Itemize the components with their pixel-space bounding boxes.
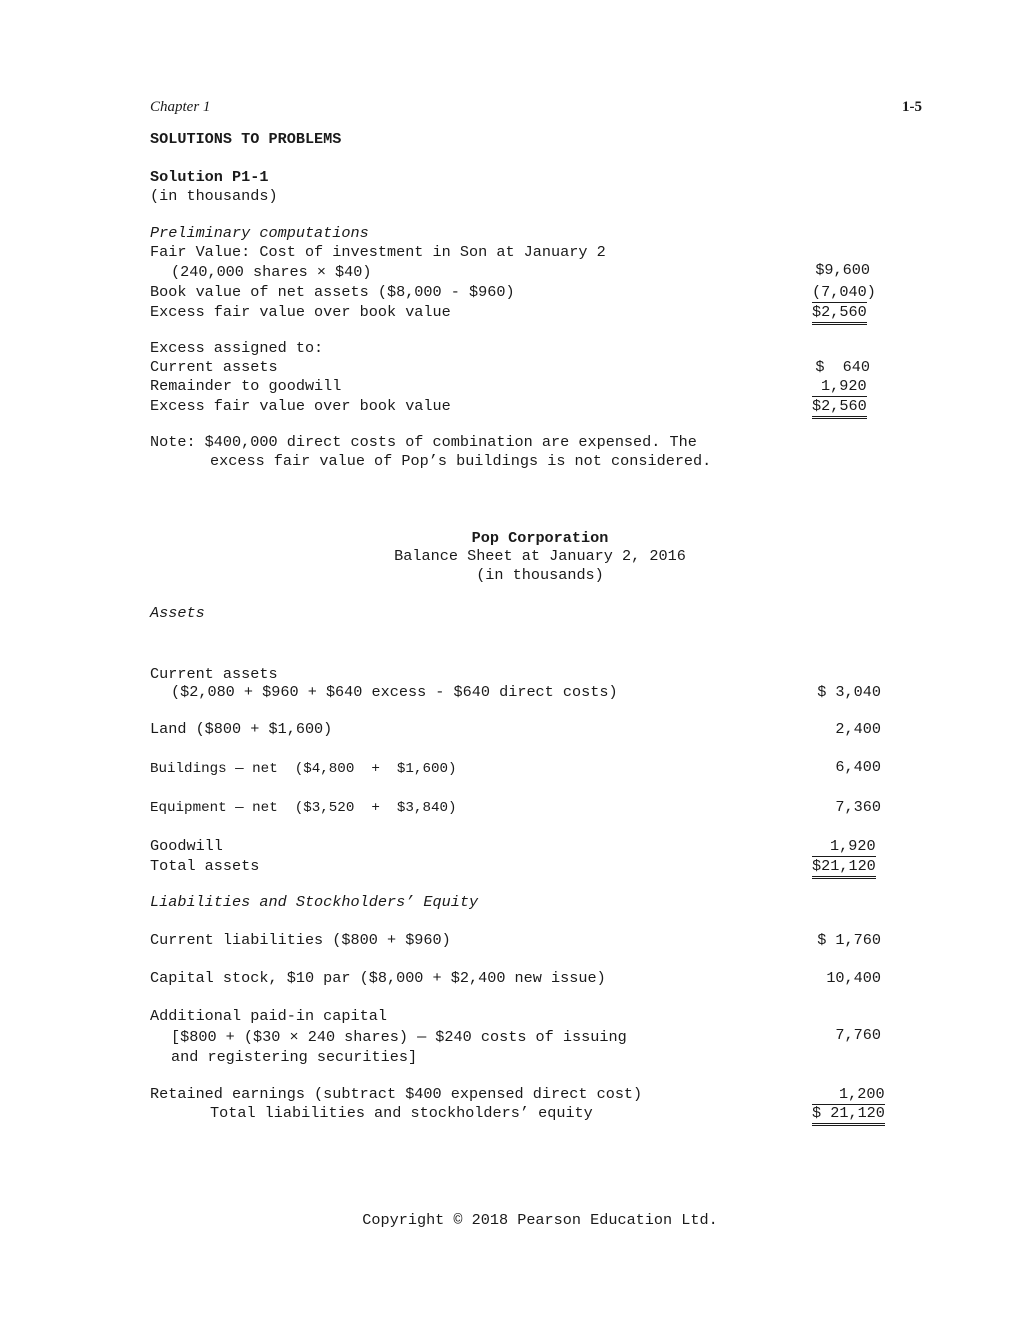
book-value-paren: ) (866, 283, 876, 301)
land-amount: 2,400 (835, 720, 881, 738)
total-liabilities-label: Total liabilities and stockholders’ equity (210, 1104, 593, 1122)
bs-current-assets-label: Current assets (150, 665, 278, 683)
bs-goodwill-wrap (812, 837, 876, 857)
solution-title: Solution P1-1 (150, 168, 269, 186)
retained-earnings-label: Retained earnings (subtract $400 expensed direct cost) (150, 1085, 643, 1103)
excess-label: Excess fair value over book value (150, 303, 451, 321)
copyright: Copyright © 2018 Pearson Education Ltd. (362, 1211, 718, 1229)
assigned-goodwill-label: Remainder to goodwill (150, 377, 342, 395)
retained-earnings-wrap (812, 1085, 885, 1105)
assigned-goodwill-amount: 1,920 (812, 377, 867, 397)
balance-sheet-units: (in thousands) (476, 566, 604, 584)
total-liabilities-amount: $ 21,120 (812, 1104, 885, 1126)
fair-value-line1: Fair Value: Cost of investment in Son at January 2 (150, 243, 606, 261)
current-liabilities-amount: $ 1,760 (817, 931, 881, 949)
apic-line2: [$800 + ($30 × 240 shares) — $240 costs of issuing (171, 1028, 627, 1046)
excess2-amount: $2,560 (812, 397, 867, 419)
total-assets-label: Total assets (150, 857, 260, 875)
equipment-label: Equipment — net ($3,520 + $3,840) (150, 800, 457, 816)
apic-amount: 7,760 (835, 1026, 881, 1044)
assigned-goodwill-wrap (812, 377, 867, 397)
apic-line3: and registering securities] (171, 1048, 418, 1066)
book-value-amount-wrap (812, 283, 876, 303)
buildings-label: Buildings — net ($4,800 + $1,600) (150, 761, 457, 777)
capital-stock-amount: 10,400 (826, 969, 881, 987)
current-liabilities-label: Current liabilities ($800 + $960) (150, 931, 451, 949)
bs-current-assets-amount: $ 3,040 (817, 683, 881, 701)
liabilities-heading: Liabilities and Stockholders’ Equity (150, 893, 479, 911)
bs-current-assets-detail: ($2,080 + $960 + $640 excess - $640 direct costs) (171, 683, 618, 701)
book-value-label: Book value of net assets ($8,000 - $960) (150, 283, 515, 301)
page-number: 1-5 (902, 99, 922, 115)
assets-heading: Assets (150, 604, 205, 622)
note-line2: excess fair value of Pop’s buildings is not considered. (210, 452, 712, 470)
excess2-wrap (812, 397, 867, 419)
excess-amount-wrap (812, 303, 867, 325)
chapter-label: Chapter 1 (150, 99, 211, 115)
fair-value-amount: $9,600 (815, 261, 870, 279)
section-title: SOLUTIONS TO PROBLEMS (150, 130, 342, 148)
equipment-amount: 7,360 (835, 798, 881, 816)
total-assets-amount: $21,120 (812, 857, 876, 879)
excess-amount: $2,560 (812, 303, 867, 325)
apic-label: Additional paid-in capital (150, 1007, 387, 1025)
total-liabilities-wrap (812, 1104, 885, 1126)
book-value-amount: (7,040 (812, 283, 867, 301)
excess2-label: Excess fair value over book value (150, 397, 451, 415)
assigned-current-assets-label: Current assets (150, 358, 278, 376)
retained-earnings-amount: 1,200 (812, 1085, 885, 1105)
note-line1: Note: $400,000 direct costs of combination are expensed. The (150, 433, 697, 451)
bs-goodwill-amount: 1,920 (812, 837, 876, 857)
company-name: Pop Corporation (471, 529, 609, 547)
total-assets-wrap (812, 857, 876, 879)
fair-value-line2: (240,000 shares × $40) (171, 263, 372, 281)
land-label: Land ($800 + $1,600) (150, 720, 333, 738)
capital-stock-label: Capital stock, $10 par ($8,000 + $2,400 new issue) (150, 969, 606, 987)
solution-units: (in thousands) (150, 187, 278, 205)
buildings-amount: 6,400 (835, 758, 881, 776)
assigned-current-assets-amount: $ 640 (815, 358, 870, 376)
assigned-heading: Excess assigned to: (150, 339, 324, 357)
prelim-heading: Preliminary computations (150, 224, 369, 242)
balance-sheet-subtitle: Balance Sheet at January 2, 2016 (394, 547, 686, 565)
bs-goodwill-label: Goodwill (150, 837, 223, 855)
